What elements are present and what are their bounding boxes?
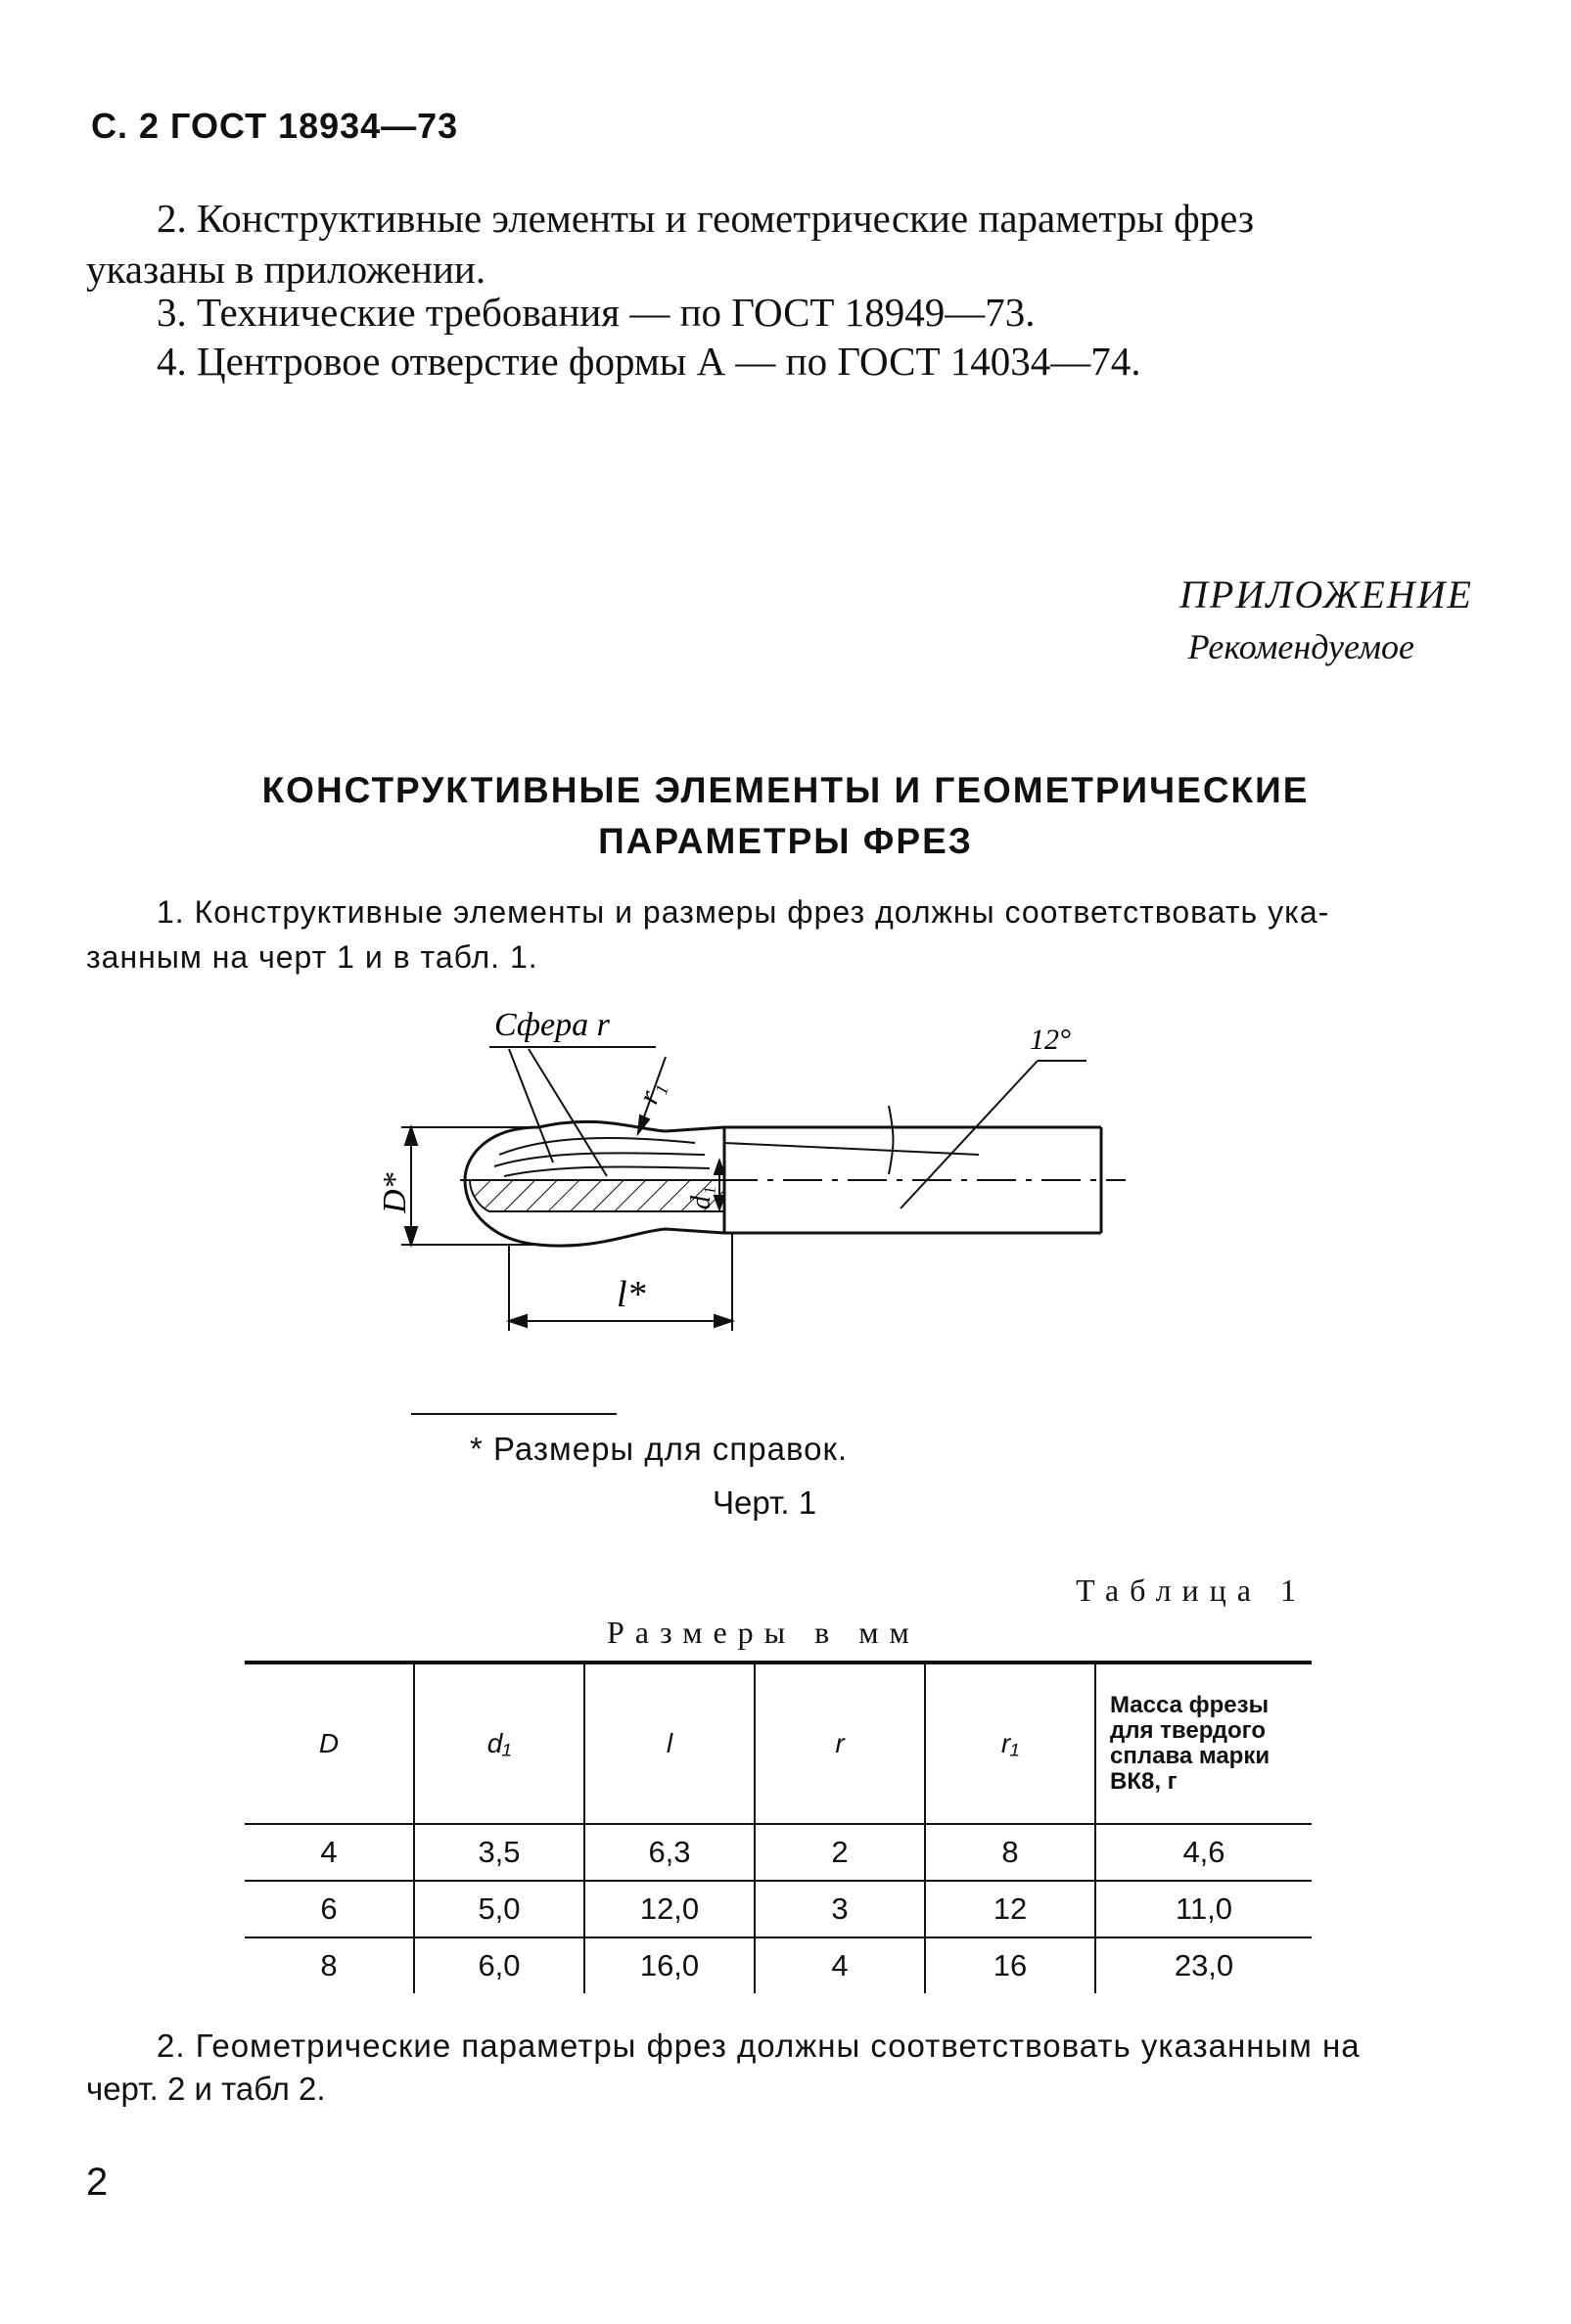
cell: 11,0 (1095, 1881, 1312, 1937)
col-D: D (245, 1663, 414, 1824)
label-D: D* (377, 1172, 413, 1213)
flute-lines (494, 1138, 710, 1176)
cell: 4 (245, 1824, 414, 1881)
cell: 3,5 (414, 1824, 584, 1881)
table-caption: Таблица 1 (1076, 1572, 1307, 1608)
para1-line2: занным на черт 1 и в табл. 1. (86, 939, 538, 975)
para2-line2: черт. 2 и табл 2. (86, 2071, 326, 2107)
cell: 16,0 (584, 1937, 755, 1993)
cell: 4 (755, 1937, 925, 1993)
table-row (245, 1824, 1312, 1881)
page-header: С. 2 ГОСТ 18934—73 (91, 106, 459, 146)
cell: 6 (245, 1881, 414, 1937)
section-title-line2: ПАРАМЕТРЫ ФРЕЗ (598, 821, 973, 861)
cutter-drawing (372, 988, 1135, 1380)
cell: 2 (755, 1824, 925, 1881)
appendix-title: ПРИЛОЖЕНИЕ (1179, 572, 1473, 616)
sphere-leader (489, 1047, 656, 1176)
label-angle: 12° (1030, 1024, 1071, 1056)
col-l: l (584, 1663, 755, 1824)
cell: 8 (320, 1948, 338, 1982)
label-sphere: Сфера r (494, 1007, 610, 1043)
table-units: Размеры в мм (607, 1615, 920, 1650)
cell: 23,0 (1095, 1937, 1312, 1993)
cell: 6,3 (584, 1824, 755, 1881)
cell: 12,0 (584, 1881, 755, 1937)
section-title-line1: КОНСТРУКТИВНЫЕ ЭЛЕМЕНТЫ И ГЕОМЕТРИЧЕСКИЕ (261, 770, 1310, 810)
cell: 3 (755, 1881, 925, 1937)
item-4: 4. Центровое отверстие формы А — по ГОСТ 14034—74. (157, 339, 1141, 384)
col-r1: r₁ (925, 1663, 1095, 1824)
col-r: r (755, 1663, 925, 1824)
para2-line1: 2. Геометрические параметры фрез должны соответствовать указанным на (157, 2028, 1361, 2064)
label-r1: r₁ (631, 1076, 670, 1109)
item-2-line2: указаны в приложении. (86, 247, 486, 292)
cell: 5,0 (414, 1881, 584, 1937)
table-row (245, 1881, 1312, 1937)
table-header-row (245, 1663, 1312, 1824)
cell: 12 (925, 1881, 1095, 1937)
cell: 16 (925, 1937, 1095, 1993)
angle-leader (724, 1061, 1086, 1208)
item-2-line1: 2. Конструктивные элементы и геометрические параметры фрез (157, 196, 1255, 241)
appendix-subtitle: Рекомендуемое (1187, 627, 1414, 666)
dimensions-table (245, 1661, 1312, 1993)
cell: 6,0 (414, 1937, 584, 1993)
page-number: 2 (86, 2161, 109, 2204)
col-d1: d₁ (414, 1663, 584, 1824)
item-3: 3. Технические требования — по ГОСТ 18949—73. (157, 290, 1036, 335)
cell: 4,6 (1095, 1824, 1312, 1881)
table-row (245, 1937, 1312, 1993)
footnote-rule (411, 1413, 617, 1415)
figure-caption: Черт. 1 (713, 1484, 817, 1521)
col-mass: Масса фрезы для твердого сплава марки ВК8, г (1095, 1663, 1312, 1824)
label-l: l* (617, 1274, 646, 1315)
footnote: * Размеры для справок. (470, 1431, 849, 1467)
cell: 8 (925, 1824, 1095, 1881)
label-d1: d₁ (686, 1186, 716, 1209)
para1-line1: 1. Конструктивные элементы и размеры фрез должны соответствовать ука- (157, 894, 1330, 930)
